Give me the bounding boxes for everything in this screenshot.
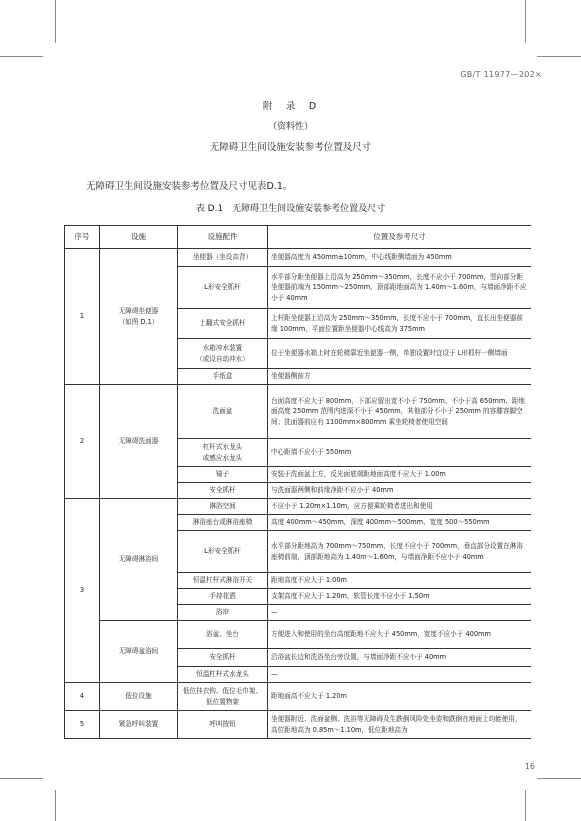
- table-row: [65, 683, 532, 711]
- crop-mark-bottom-right-v: [525, 790, 526, 821]
- facility-part: 杠杆式水龙头 或感应水龙头: [178, 439, 268, 467]
- position-spec: 中心距墙不应小于 550mm: [268, 439, 532, 467]
- facility-part: L形安全抓杆: [178, 531, 268, 573]
- facility-name: 无障碍坐便器 （如图 D.1）: [100, 249, 178, 385]
- facility-name: 无障碍洗面器: [100, 385, 178, 499]
- crop-mark-top-right-v: [525, 0, 526, 43]
- position-spec: 坐便器侧前方: [268, 369, 532, 385]
- crop-mark-bottom-left-v: [55, 790, 56, 821]
- crop-mark-top-right-h: [537, 56, 581, 57]
- facility-part: 淋浴空间: [178, 499, 268, 515]
- position-spec: 水平部分距坐便器上沿高为 250mm～350mm，长度不应小于 700mm，竖向部分距坐便器前端为 150mm～250mm，顶部距地面高为 1.40m～1.60m，与墙面净距不应小于 40mm: [268, 267, 532, 309]
- table-row: [65, 499, 532, 515]
- table-row: [65, 385, 532, 439]
- facility-name: 无障碍淋浴间: [100, 499, 178, 621]
- position-spec: 高度 400mm～450mm，深度 400mm～500mm，宽度 500～550mm: [268, 515, 532, 531]
- facility-part: 淋浴座台或淋浴座椅: [178, 515, 268, 531]
- facility-part: 水箱冲水装置 （或设自动冲水）: [178, 339, 268, 369]
- facilities-table: [64, 225, 531, 739]
- facility-part: 浴帘: [178, 605, 268, 621]
- facility-part: 洗面盆: [178, 385, 268, 439]
- table-row: [65, 249, 532, 267]
- facility-part: 呼叫按钮: [178, 711, 268, 739]
- facility-name: 无障碍盆浴间: [100, 621, 178, 683]
- row-number: 5: [65, 711, 100, 739]
- row-number: 3: [65, 499, 100, 683]
- table-caption: 表 D.1 无障碍卫生间设施安装参考位置及尺寸: [195, 204, 386, 214]
- facility-part: 低位挂衣钩、低位毛巾架、低位置物架: [178, 683, 268, 711]
- position-spec: 坐便器附近、洗面盆侧、洗浴等无障碍及生跌倒风险处坐姿和跌倒在地面上均能使用，高位距地高为 0.85m～1.10m，低位距地高为: [268, 711, 532, 739]
- facility-part: 恒温杠杆式水龙头: [178, 667, 268, 683]
- page-number: 16: [524, 762, 535, 771]
- position-spec: 方便进入和使用的坐台高度距地不应大于 450mm，宽度不应小于 400mm: [268, 621, 532, 649]
- row-number: 4: [65, 683, 100, 711]
- facility-part: 镜子: [178, 467, 268, 483]
- appendix-note: （资料性）: [267, 122, 313, 132]
- table-row: [65, 711, 532, 739]
- position-spec: 水平部分距地高为 700mm～750mm，长度不应小于 700mm，垂直部分设置在淋浴座椅前端，顶部距地高为 1.40m～1.60m，与墙面净距不应小于 40mm: [268, 531, 532, 573]
- appendix-heading: 无障碍卫生间设施安装参考位置及尺寸: [209, 142, 372, 153]
- column-header: 位置及参考尺寸: [268, 226, 532, 249]
- position-spec: 与洗面器两侧和前缘净距不应小于 40mm: [268, 483, 532, 499]
- facility-part: 坐便器（坐设高背）: [178, 249, 268, 267]
- position-spec: —: [268, 667, 532, 683]
- position-spec: 台面高度不应大于 800mm，下部应留出宽不小于 750mm、不小于高 650mm、距地面高度 250mm 范围内进深不小于 450mm，其他部分不小于 250mm 的容膝容脚空间；洗面器前应有 1100mm×800mm 乘坐轮椅者使用空间: [268, 385, 532, 439]
- position-spec: 不应小于 1.20m×1.10m，应方便乘轮椅者进出和使用: [268, 499, 532, 515]
- row-number: 1: [65, 249, 100, 385]
- position-spec: 位于坐便器水箱上时在轮椅靠近坐便器一侧，单独设置时宜设于 L形抓杆一侧墙面: [268, 339, 532, 369]
- facility-part: 手持花洒: [178, 589, 268, 605]
- appendix-title: 附 录 D: [262, 101, 319, 112]
- facility-part: 恒温杠杆式淋浴开关: [178, 573, 268, 589]
- crop-mark-top-left-v: [55, 0, 56, 43]
- column-header: 设施配件: [178, 226, 268, 249]
- facility-name: 低位设施: [100, 683, 178, 711]
- facility-part: 上翻式安全抓杆: [178, 309, 268, 339]
- table-header-row: [65, 226, 532, 249]
- position-spec: 距地高度不应大于 1.00m: [268, 573, 532, 589]
- position-spec: 坐便器高度为 450mm±10mm，中心线距侧墙面为 450mm: [268, 249, 532, 267]
- facility-part: 安全抓杆: [178, 483, 268, 499]
- position-spec: —: [268, 605, 532, 621]
- facility-part: L形安全抓杆: [178, 267, 268, 309]
- crop-mark-bottom-right-h: [537, 778, 581, 779]
- intro-paragraph: 无障碍卫生间设施安装参考位置及尺寸见表D.1。: [86, 181, 293, 192]
- crop-mark-bottom-left-h: [0, 778, 43, 779]
- row-number: 2: [65, 385, 100, 499]
- table-container: [64, 225, 531, 749]
- position-spec: 上杆距坐便器上沿高为 250mm～350mm，长度不应小于 700mm，直长出坐便器前缘 100mm，平面位置距坐便器中心线高为 375mm: [268, 309, 532, 339]
- facility-part: 浴盆、坐台: [178, 621, 268, 649]
- column-header: 设施: [100, 226, 178, 249]
- standard-code: GB/T 11977—202×: [460, 70, 542, 79]
- crop-mark-top-left-h: [0, 56, 43, 57]
- facility-part: 安全抓杆: [178, 649, 268, 667]
- position-spec: 沿浴盆长边和洗浴坐台旁设置，与墙面净距不应小于 40mm: [268, 649, 532, 667]
- facility-name: 紧急呼叫装置: [100, 711, 178, 739]
- position-spec: 距地面高不应大于 1.20m: [268, 683, 532, 711]
- table-row: [65, 621, 532, 649]
- position-spec: 支架高度不应大于 1.20m，软管长度不应小于 1.50m: [268, 589, 532, 605]
- position-spec: 安装于洗面盆上方，反光面底端距地面高度不应大于 1.00m: [268, 467, 532, 483]
- facility-part: 手纸盒: [178, 369, 268, 385]
- column-header: 序号: [65, 226, 100, 249]
